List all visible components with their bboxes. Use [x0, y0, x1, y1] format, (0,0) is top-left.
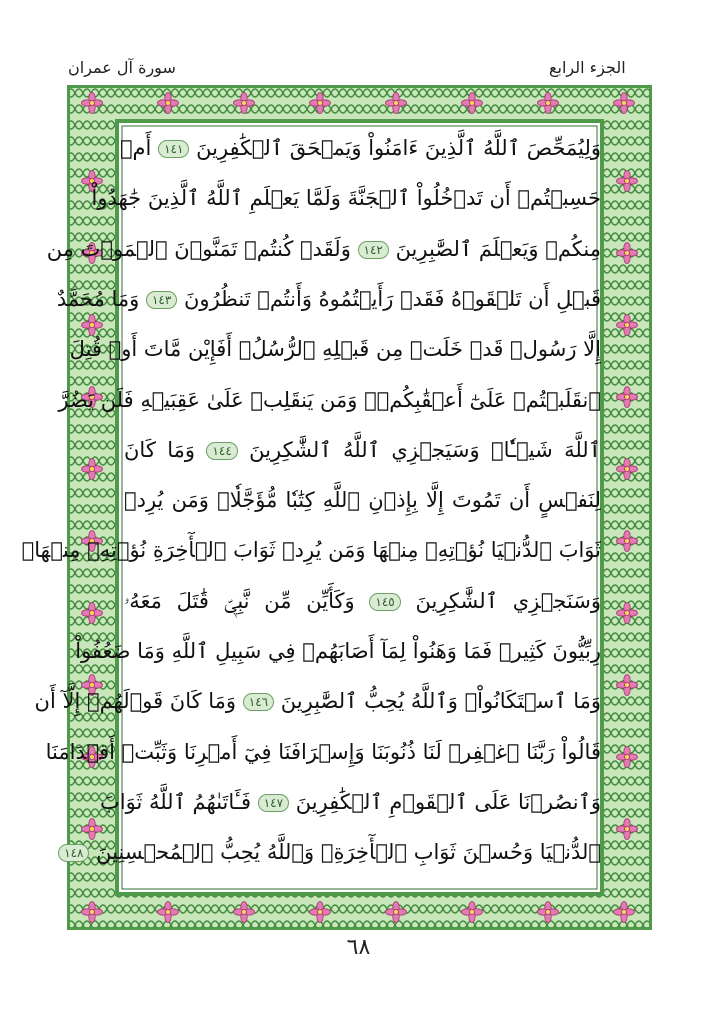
verse-line [124, 430, 601, 470]
verse-text: ٱنقَلَبۡتُمۡ عَلَىٰٓ أَعۡقَٰبِكُمۡۚ وَمَن يَنقَلِبۡ عَلَىٰ عَقِبَيۡهِ فَلَن يَضُرَّ [58, 387, 601, 412]
ayah-number-marker: ١٤٦ [243, 693, 274, 711]
ayah-number-marker: ١٤٥ [369, 593, 400, 611]
ayah-number-marker: ١٤٨ [58, 844, 89, 862]
ayah-number-marker: ١٤٣ [146, 291, 177, 309]
page-number: ٦٨ [346, 935, 371, 960]
verse-text: وَمَا مُحَمَّدٌ [56, 286, 140, 311]
verse-line [34, 681, 601, 721]
juz-title: الجزء الرابع [549, 58, 626, 77]
ayah-number-marker: ١٤١ [158, 140, 189, 158]
verse-text: وَمَا كَانَ قَوۡلَهُمۡ إِلَّآ أَن [34, 689, 237, 714]
verse-line [58, 380, 601, 420]
verse-text: لِنَفۡسٍ أَن تَمُوتَ إِلَّا بِإِذۡنِ ٱللَّهِ كِتَٰبٗا مُّؤَجَّلٗاۗ وَمَن يُرِدۡ [124, 488, 601, 513]
verse-line [21, 530, 601, 570]
verse-text: وَمَا كَانَ [124, 437, 196, 462]
verse-text: مِنكُمۡ وَيَعۡلَمَ ٱلصَّٰبِرِينَ [395, 236, 601, 261]
verse-text: رِبِّيُّونَ كَثِيرٞ فَمَا وَهَنُواْ لِمَآ أَصَابَهُمۡ فِي سَبِيلِ ٱللَّهِ وَمَا ضَعُفُواْ [75, 639, 601, 663]
verse-text: وَلَقَدۡ كُنتُمۡ تَمَنَّوۡنَ ٱلۡمَوۡتَ مِن [46, 236, 351, 261]
verse-text: ٱللَّهَ شَيۡـٔٗاۗ وَسَيَجۡزِي ٱللَّهُ ٱلشَّٰكِرِينَ [249, 437, 601, 462]
verse-line [124, 480, 601, 520]
text-block [21, 128, 601, 885]
verse-line [46, 229, 601, 269]
verse-text: إِلَّا رَسُولٞ قَدۡ خَلَتۡ مِن قَبۡلِهِ ٱلرُّسُلُۚ أَفَإِيْن مَّاتَ أَوۡ قُتِلَ [69, 337, 601, 362]
verse-text: أَمۡ [119, 136, 152, 160]
verse-text: وَكَأَيِّن مِّن نَّبِيّٖ قَٰتَلَ مَعَهُۥ [124, 588, 355, 613]
ayah-number-marker: ١٤٧ [258, 794, 289, 812]
verse-text: حَسِبۡتُمۡ أَن تَدۡخُلُواْ ٱلۡجَنَّةَ وَلَمَّا يَعۡلَمِ ٱللَّهُ ٱلَّذِينَ جَٰهَدُواْ [91, 186, 601, 211]
verse-line [56, 279, 601, 319]
verse-line [75, 631, 601, 671]
verse-text: وَمَا ٱسۡتَكَانُواْۗ وَٱللَّهُ يُحِبُّ ٱلصَّٰبِرِينَ [280, 689, 601, 714]
verse-text: ٱلدُّنۡيَا وَحُسۡنَ ثَوَابِ ٱلۡأٓخِرَةِۗ وَٱللَّهُ يُحِبُّ ٱلۡمُحۡسِنِينَ [96, 840, 601, 865]
verse-text: قَبۡلِ أَن تَلۡقَوۡهُ فَقَدۡ رَأَيۡتُمُوهُ وَأَنتُمۡ تَنظُرُونَ [184, 286, 601, 311]
verse-text: وَٱنصُرۡنَا عَلَى ٱلۡقَوۡمِ ٱلۡكَٰفِرِينَ [295, 789, 601, 814]
verse-text: قَالُواْ رَبَّنَا ٱغۡفِرۡ لَنَا ذُنُوبَنَا وَإِسۡرَافَنَا فِيٓ أَمۡرِنَا وَثَبِّتۡ أَقۡدَامَنَا [45, 739, 601, 764]
verse-line [119, 128, 601, 168]
verse-line [45, 732, 601, 772]
verse-text: فَـَٔاتَىٰهُمُ ٱللَّهُ ثَوَابَ [100, 789, 251, 814]
verse-line [124, 581, 601, 621]
verse-text: وَلِيُمَحِّصَ ٱللَّهُ ٱلَّذِينَ ءَامَنُواْ وَيَمۡحَقَ ٱلۡكَٰفِرِينَ [196, 136, 601, 160]
surah-title: سورة آل عمران [68, 58, 176, 77]
ayah-number-marker: ١٤٤ [206, 442, 237, 460]
verse-line [100, 782, 601, 822]
verse-line [69, 329, 601, 369]
verse-line [64, 832, 601, 872]
verse-text: ثَوَابَ ٱلدُّنۡيَا نُؤۡتِهِۦ مِنۡهَا وَمَن يُرِدۡ ثَوَابَ ٱلۡأٓخِرَةِ نُؤۡتِهِۦ مِنۡهَاۚ [21, 538, 601, 563]
verse-line [91, 178, 601, 218]
verse-text: وَسَنَجۡزِي ٱلشَّٰكِرِينَ [415, 588, 601, 613]
ayah-number-marker: ١٤٢ [358, 241, 389, 259]
